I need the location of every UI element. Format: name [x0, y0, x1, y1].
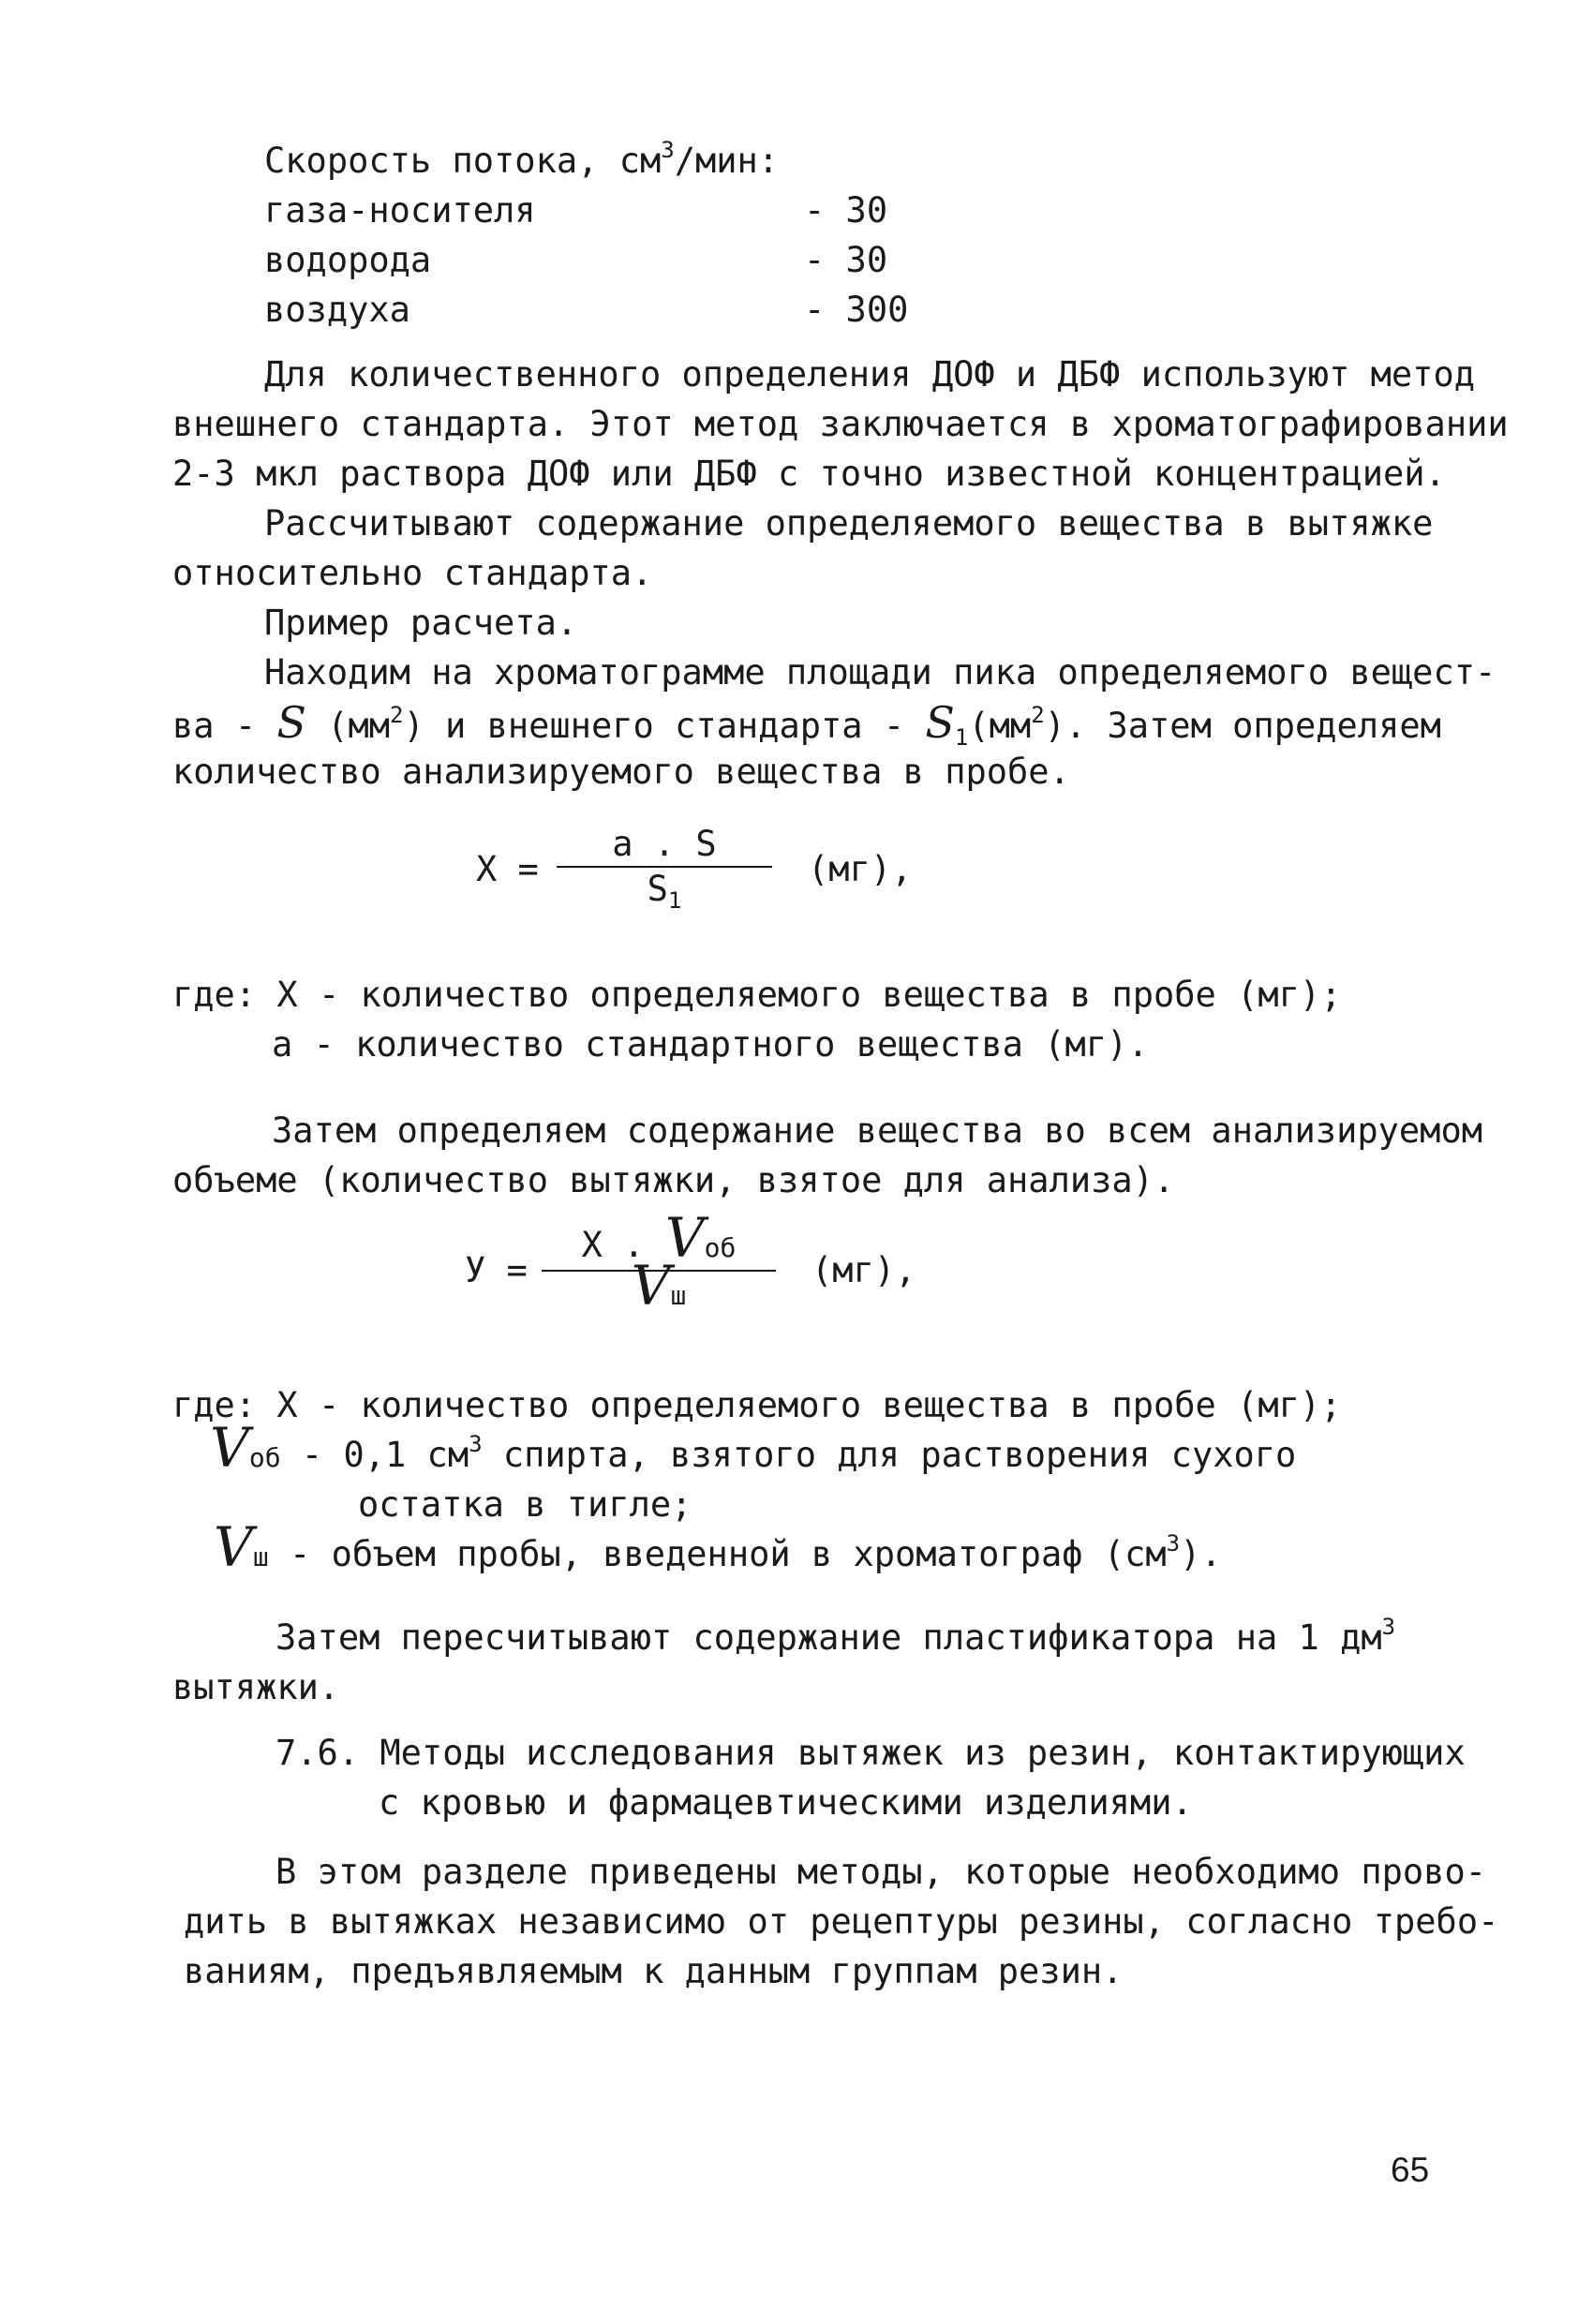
section-heading-line2: с кровью и фармацевтическими изделиями. — [379, 1782, 1193, 1823]
where2-line3: остатка в тигле; — [358, 1484, 692, 1525]
where2-vob-text: - 0,1 см — [301, 1435, 469, 1475]
para3-line2-mid: и внешнего стандарта - — [445, 706, 905, 746]
flow-row-carrier-label: газа-носителя — [264, 190, 536, 231]
para5-line2: вытяжки. — [172, 1667, 340, 1707]
flow-heading-unit: /мин: — [674, 141, 780, 181]
formula1-denominator-subscript: 1 — [667, 887, 682, 914]
flow-heading-exponent: 3 — [661, 137, 675, 163]
para3-line2-tail: Затем определяем — [1107, 706, 1441, 746]
symbol-s1: S — [925, 697, 955, 748]
formula1-lhs: X = — [476, 849, 539, 889]
where2-x-item: X - количество определяемого вещества в пробе (мг); — [276, 1385, 1342, 1425]
symbol-s: S — [276, 697, 306, 748]
flow-heading — [264, 137, 780, 182]
para5-exponent: 3 — [1381, 1614, 1396, 1640]
para1-line3: 2-3 мкл раствора ДОФ или ДБФ с точно известной концентрацией. — [172, 454, 1446, 494]
page-number: 65 — [1391, 2151, 1430, 2189]
para6-line2: дить в вытяжках независимо от рецептуры резины, согласно требо- — [184, 1901, 1499, 1942]
where1-line2 — [272, 1024, 1149, 1065]
where2-vob-exponent: 3 — [469, 1431, 483, 1457]
para3-line3: количество анализируемого вещества в пробе. — [172, 752, 1070, 792]
where1-symbol-x: X — [276, 975, 298, 1015]
section-heading-line1: 7.6. Методы исследования вытяжек из резин, контактирующих — [275, 1733, 1466, 1773]
formula2-fraction — [542, 1206, 776, 1318]
para2-line2: относительно стандарта. — [172, 553, 653, 593]
where2-vsh-symbol: V — [214, 1515, 253, 1579]
flow-row-air-value: - 300 — [804, 290, 909, 330]
para1-line2: внешнего стандарта. Этот метод заключается в хроматографировании — [172, 404, 1509, 444]
para2-line1: Рассчитывают содержание определяемого вещества в вытяжке — [264, 503, 1434, 544]
unit-exponent-2: 2 — [1031, 702, 1045, 728]
example-label: Пример расчета. — [264, 603, 578, 643]
para3-line1: Находим на хроматограмме площади пика определяемого вещест- — [264, 652, 1496, 693]
formula2-denominator-v: V — [631, 1254, 671, 1318]
formula2-numerator-x: X . — [581, 1225, 645, 1265]
formula2-denominator-sub: ш — [670, 1280, 687, 1311]
where2-vob-symbol: V — [210, 1416, 249, 1480]
where2-vob-text-post: спирта, взятого для растворения сухого — [502, 1435, 1297, 1475]
symbol-s1-subscript: 1 — [954, 724, 969, 751]
para1-line1: Для количественного определения ДОФ и ДБФ используют метод — [264, 354, 1476, 395]
where1-text-x: - количество определяемого вещества в пробе (мг); — [318, 975, 1342, 1015]
unit-open-2: (мм — [968, 706, 1032, 746]
flow-row-air-label: воздуха — [264, 290, 410, 330]
para6-line1: В этом разделе приведены методы, которые необходимо прово- — [275, 1852, 1487, 1892]
where2-vob-sub: об — [248, 1442, 281, 1473]
flow-heading-text: Скорость потока, см — [264, 141, 662, 181]
flow-row-carrier-value: - 30 — [804, 190, 888, 231]
where2-vsh-text: - объем пробы, введенной в хроматограф (см — [290, 1534, 1167, 1574]
unit-exponent: 2 — [390, 702, 404, 728]
para5-line1 — [275, 1614, 1396, 1659]
flow-row-hydrogen-label: водорода — [264, 240, 432, 280]
unit-close: ) — [403, 706, 424, 746]
where1-symbol-a: а — [272, 1024, 293, 1065]
where2-line2 — [210, 1416, 1297, 1480]
formula2-numerator-sub: об — [704, 1232, 737, 1263]
where1-text-a: - количество стандартного вещества (мг). — [313, 1024, 1149, 1065]
para4-line1: Затем определяем содержание вещества во всем анализируемом — [272, 1110, 1483, 1151]
where2-line4 — [214, 1515, 1222, 1579]
formula1-unit: (мг), — [808, 849, 913, 889]
formula2-lhs: У = — [465, 1250, 528, 1290]
unit-open: (мм — [327, 706, 391, 746]
formula1-denominator — [647, 868, 682, 914]
para5-text: Затем пересчитывают содержание пластификатора на 1 дм — [275, 1617, 1382, 1658]
where2-lead: где: — [172, 1385, 257, 1425]
para4-line2: объеме (количество вытяжки, взятое для анализа). — [172, 1160, 1175, 1200]
where2-vsh-exponent: 3 — [1166, 1530, 1181, 1557]
para3-line2: ва - S $(мм^2)$ и внешнего стандарта - $S_1(мм^2)$. Затем определяем — [172, 697, 1441, 751]
where2-vsh-sub: ш — [252, 1542, 269, 1572]
formula1-numerator: a . S — [612, 824, 717, 864]
formula2-numerator-v: V — [664, 1206, 705, 1270]
formula1-fraction — [557, 823, 772, 914]
flow-row-hydrogen-value: - 30 — [804, 240, 888, 280]
where1-line1 — [172, 975, 1341, 1016]
formula1-denominator-base: S — [647, 869, 668, 909]
where2-vsh-text-post: ). — [1180, 1534, 1222, 1574]
formula2-unit: (мг), — [811, 1250, 916, 1290]
where1-lead: где: — [172, 975, 257, 1015]
formula2-denominator — [631, 1254, 687, 1318]
para6-line3: ваниям, предъявляемым к данным группам резин. — [184, 1951, 1124, 1991]
para3-line2-lead: ва - — [172, 706, 257, 746]
unit-close-2: ) — [1044, 706, 1065, 746]
where2-line1 — [172, 1385, 1341, 1426]
